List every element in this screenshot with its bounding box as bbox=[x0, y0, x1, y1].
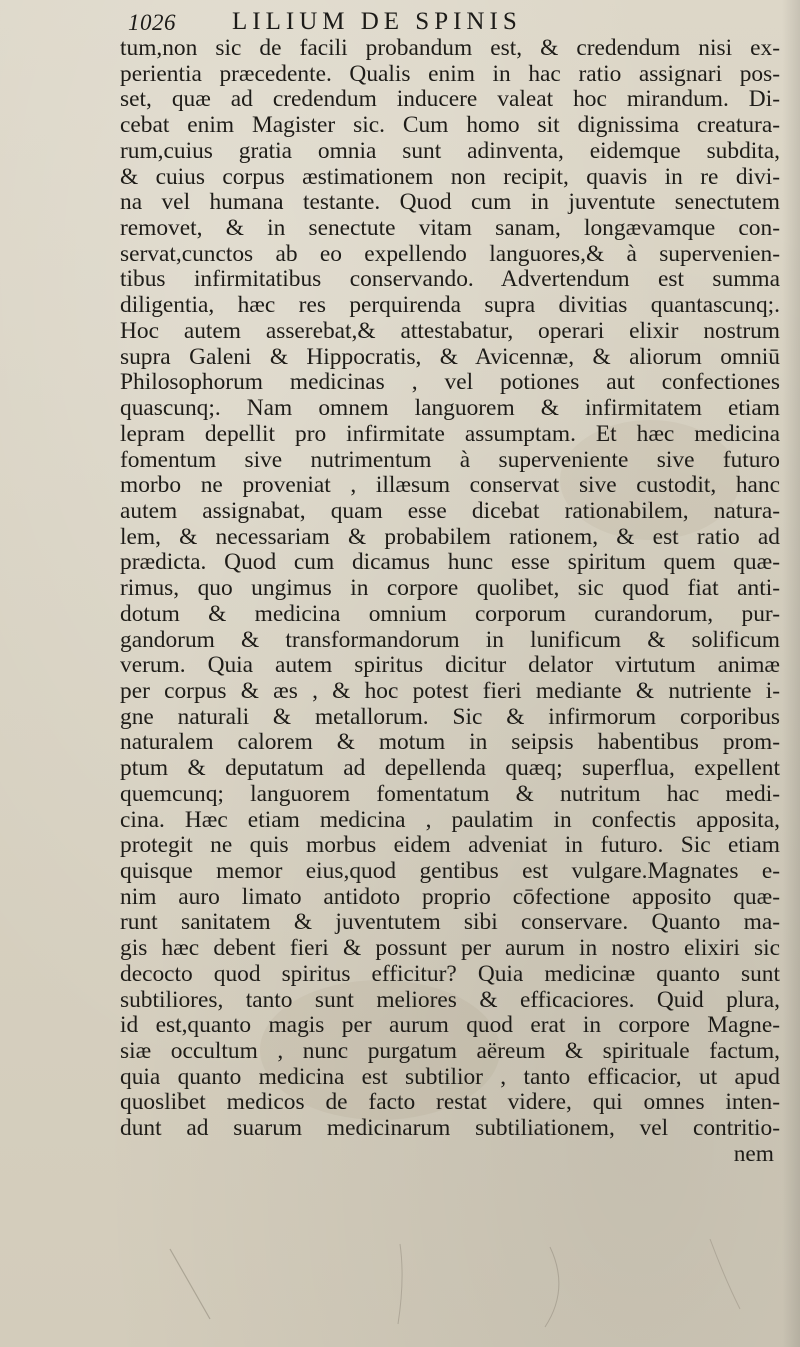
text-line: autem assignabat, quam esse dicebat rationabilem, natura- bbox=[120, 498, 780, 524]
text-line: tum,non sic de facili probandum est, & credendum nisi ex- bbox=[120, 36, 780, 61]
text-line: morbo ne proveniat , illæsum conservat sive custodit, hanc bbox=[120, 473, 780, 499]
text-line: cebat enim Magister sic. Cum homo sit dignissima creatura- bbox=[120, 113, 780, 139]
text-line: lepram depellit pro infirmitate assumptam. Et hæc medicina bbox=[120, 421, 780, 447]
text-line: verum. Quia autem spiritus dicitur delator virtutum animæ bbox=[120, 653, 780, 679]
text-line: Hoc autem asserebat,& attestabatur, operari elixir nostrum bbox=[120, 318, 780, 344]
page-header bbox=[128, 6, 770, 40]
text-line: protegit ne quis morbus eidem adveniat in futuro. Sic etiam bbox=[120, 833, 780, 859]
text-line: cina. Hæc etiam medicina , paulatim in confectis apposita, bbox=[120, 807, 780, 833]
text-line: rum,cuius gratia omnia sunt adinventa, eidemque subdita, bbox=[120, 138, 780, 164]
page-edge-shadow bbox=[782, 0, 800, 1347]
text-line: quascunq;. Nam omnem languorem & infirmitatem etiam bbox=[120, 396, 780, 422]
text-line: dotum & medicina omnium corporum curandorum, pur- bbox=[120, 601, 780, 627]
text-line: quia quanto medicina est subtilior , tanto efficacior, ut apud bbox=[120, 1064, 780, 1090]
text-line: gandorum & transformandorum in lunificum & solificum bbox=[120, 627, 780, 653]
text-line: id est,quanto magis per aurum quod erat in corpore Magne- bbox=[120, 1013, 780, 1039]
text-line: ptum & deputatum ad depellenda quæq; superflua, expellent bbox=[120, 756, 780, 782]
text-line: decocto quod spiritus efficitur? Quia medicinæ quanto sunt bbox=[120, 961, 780, 987]
text-line: quisque memor eius,quod gentibus est vulgare.Magnates e- bbox=[120, 859, 780, 884]
text-line: quoslibet medicos de facto restat videre, qui omnes inten- bbox=[120, 1090, 780, 1116]
text-line: na vel humana testante. Quod cum in juventute senectutem bbox=[120, 190, 780, 216]
text-line: runt sanitatem & juventutem sibi conservare. Quanto ma- bbox=[120, 910, 780, 936]
text-line: servat,cunctos ab eo expellendo languores,& à supervenien- bbox=[120, 241, 780, 267]
text-line: lem, & necessariam & probabilem rationem, & est ratio ad bbox=[120, 524, 780, 550]
text-line: gne naturali & metallorum. Sic & infirmorum corporibus bbox=[120, 704, 780, 730]
text-line: siæ occultum , nunc purgatum aëreum & spirituale factum, bbox=[120, 1039, 780, 1065]
text-line: quemcunq; languorem fomentatum & nutritum hac medi- bbox=[120, 781, 780, 807]
text-line: gis hæc debent fieri & possunt per aurum in nostro elixiri sic bbox=[120, 936, 780, 962]
ink-bleed-marks bbox=[150, 1239, 750, 1329]
text-line: tibus infirmitatibus conservando. Advertendum est summa bbox=[120, 267, 780, 293]
text-line: per corpus & æs , & hoc potest fieri mediante & nutriente i- bbox=[120, 678, 780, 704]
text-line: nim auro limato antidoto proprio cōfectione apposito quæ- bbox=[120, 884, 780, 910]
text-line: set, quæ ad credendum inducere valeat hoc mirandum. Di- bbox=[120, 87, 780, 113]
catchword: nem bbox=[733, 1141, 774, 1167]
text-line: removet, & in senectute vitam sanam, longævamque con- bbox=[120, 216, 780, 242]
text-line: & cuius corpus æstimationem non recipit, quavis in re divi- bbox=[120, 164, 780, 190]
text-line: prædicta. Quod cum dicamus hunc esse spiritum quem quæ- bbox=[120, 550, 780, 576]
body-text bbox=[120, 36, 780, 1168]
text-line: Philosophorum medicinas , vel potiones aut confectiones bbox=[120, 370, 780, 396]
running-head: LILIUM DE SPINIS bbox=[232, 8, 522, 35]
text-line: dunt ad suarum medicinarum subtiliationem, vel contritio- bbox=[120, 1116, 780, 1142]
text-line: subtiliores, tanto sunt meliores & efficaciores. Quid plura, bbox=[120, 987, 780, 1013]
text-line: naturalem calorem & motum in seipsis habentibus prom- bbox=[120, 730, 780, 756]
text-line: diligentia, hæc res perquirenda supra divitias quantascunq;. bbox=[120, 293, 780, 319]
page-number: 1026 bbox=[128, 10, 176, 35]
text-line: supra Galeni & Hippocratis, & Avicennæ, & aliorum omniū bbox=[120, 344, 780, 370]
text-line: rimus, quo ungimus in corpore quolibet, sic quod fiat anti- bbox=[120, 576, 780, 602]
text-line: fomentum sive nutrimentum à superveniente sive futuro bbox=[120, 447, 780, 473]
text-line: perientia præcedente. Qualis enim in hac ratio assignari pos- bbox=[120, 61, 780, 87]
